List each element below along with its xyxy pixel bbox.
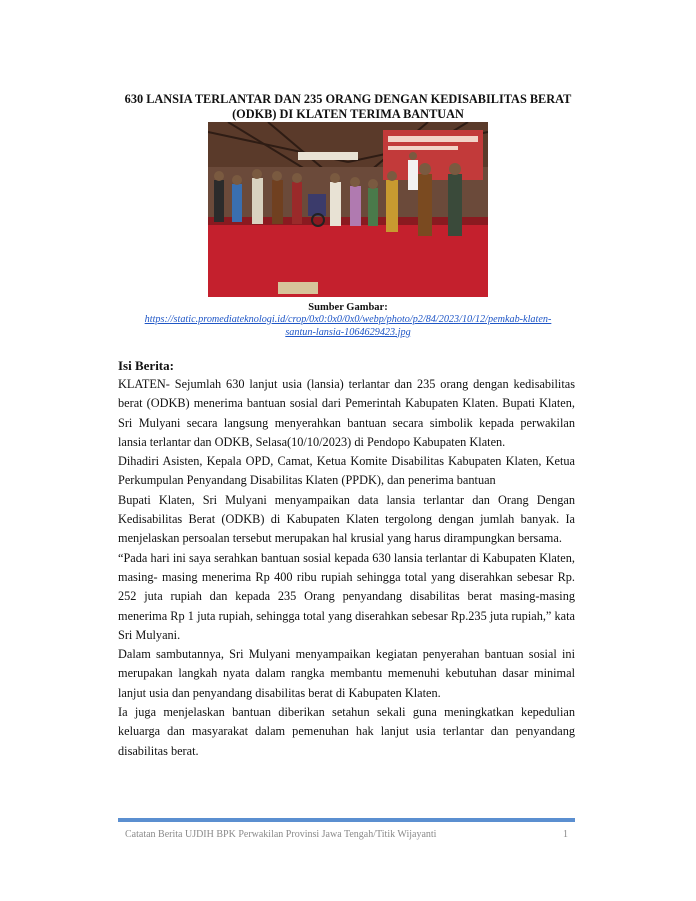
news-photo-illustration <box>208 122 488 297</box>
article-body <box>118 375 575 761</box>
paragraph: Dihadiri Asisten, Kepala OPD, Camat, Ketua Komite Disabilitas Kabupaten Klaten, Ketua Perkumpulan Penyandang Disabilitas Klaten (PPDK), dan penerima bantuan <box>118 454 575 488</box>
paragraph: Ia juga menjelaskan bantuan diberikan setahun sekali guna meningkatkan kepedulian keluarga dan masyarakat dalam pemenuhan hak lanjut usia terlantar dan penyandang disabilitas berat. <box>118 705 575 758</box>
footer-divider <box>118 818 575 822</box>
image-source-link[interactable]: https://static.promediateknologi.id/crop/0x0:0x0/0x0/webp/photo/p2/84/2023/10/12/pemkab-klaten-santun-lansia-1064629423.jpg <box>144 314 552 338</box>
section-heading: Isi Berita: <box>118 358 174 373</box>
paragraph: KLATEN- Sejumlah 630 lanjut usia (lansia) terlantar dan 235 orang dengan kedisabilitas berat (ODKB) menerima bantuan sosial dari Pemerintah Kabupaten Klaten. Bupati Klaten, Sri Mulyani secara langsung menyerahkan bantuan secara simbolik kepada perwakilan lansia terlantar dan ODKB, Selasa(10/10/2023) di Pendopo Kabupaten Klaten. <box>118 377 575 449</box>
news-title: 630 LANSIA TERLANTAR DAN 235 ORANG DENGAN KEDISABILITAS BERAT (ODKB) DI KLATEN TERIMA BANTUAN <box>124 92 572 121</box>
footer-text: Catatan Berita UJDIH BPK Perwakilan Provinsi Jawa Tengah/Titik Wijayanti <box>125 829 437 840</box>
news-photo <box>208 122 488 297</box>
image-caption-label: Sumber Gambar: <box>308 302 388 313</box>
page-number: 1 <box>563 829 568 840</box>
paragraph: Bupati Klaten, Sri Mulyani menyampaikan data lansia terlantar dan Orang Dengan Kedisabilitas Berat (ODKB) di Kabupaten Klaten tergolong dengan jumlah banyak. Ia menjelaskan persoalan tersebut merupakan hal krusial yang harus dirampungkan bersama. <box>118 492 575 546</box>
paragraph: “Pada hari ini saya serahkan bantuan sosial kepada 630 lansia terlantar di Kabupaten Klaten, masing- masing menerima Rp 400 ribu rupiah sehingga total yang diserahkan sebesar Rp. 252 juta rupiah dan kepada 235 Orang penyandang disabilitas berat masing-masing menerima Rp 1 juta rupiah, sehingga total yang diserahkan sebesar Rp.235 juta rupiah,” kata Sri Mulyani. <box>118 550 575 642</box>
paragraph: Dalam sambutannya, Sri Mulyani menyampaikan kegiatan penyerahan bantuan sosial ini merupakan langkah nyata dalam rangka membantu memenuhi kebutuhan dasar minimal lanjut usia dan penyandang disabilitas berat di Kabupaten Klaten. <box>118 647 575 700</box>
